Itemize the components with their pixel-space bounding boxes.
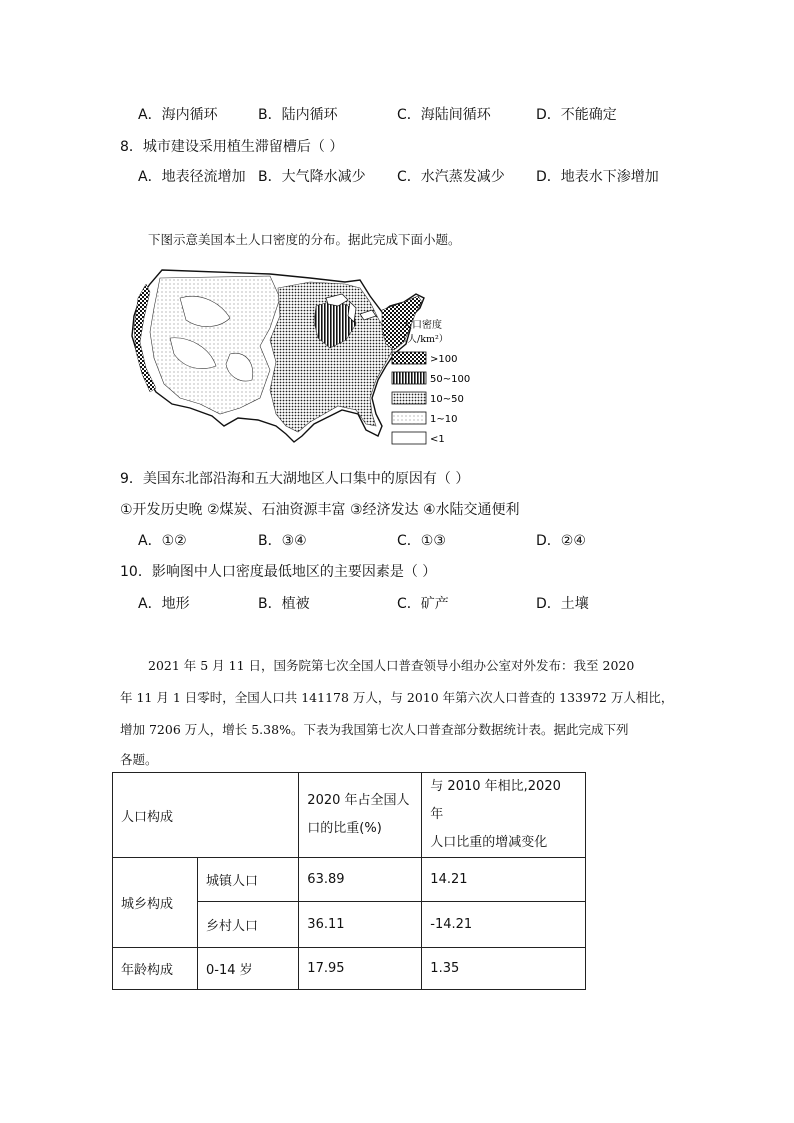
q8-stem: 8．城市建设采用植生滞留槽后（ ） [120,139,344,155]
row-value-age-change: 1.35 [422,948,586,990]
q10-stem: 10．影响图中人口密度最低地区的主要因素是（ ） [120,564,437,580]
q9-option-d: D．②④ [536,533,586,549]
row-value-urban-change: 14.21 [422,858,586,902]
legend-label-lt1: <1 [430,434,445,445]
table-row [113,948,586,990]
legend-title: 人口密度 [402,320,442,331]
row-label-age-0-14: 0-14 岁 [198,948,299,990]
row-value-rural-change: -14.21 [422,902,586,948]
q9-option-b: B．③④ [258,533,307,549]
q9-option-c: C．①③ [397,533,446,549]
header-change-vs-2010 [422,773,586,858]
map-intro: 下图示意美国本土人口密度的分布。据此完成下面小题。 [148,232,461,247]
group-age: 年龄构成 [113,948,198,990]
census-line-1: 2021 年 5 月 11 日，国务院第七次全国人口普查领导小组办公室对外发布：我至 2020 [148,658,635,673]
q8-option-d: D．地表水下渗增加 [536,169,659,185]
q10-option-b: B．植被 [258,596,310,612]
legend-swatch-1-10 [392,412,426,424]
q7-option-c: C．海陆间循环 [397,107,491,123]
legend-swatch-50-100 [392,372,426,384]
census-line-3: 增加 7206 万人，增长 5.38%。下表为我国第七次人口普查部分数据统计表。据此完成下列 [120,722,629,737]
legend-label-gt100: >100 [430,354,458,365]
legend-label-10-50: 10~50 [430,394,464,405]
row-value-rural-share: 36.11 [299,902,422,948]
q8-option-b: B．大气降水减少 [258,169,366,185]
legend-label-1-10: 1~10 [430,414,458,425]
q8-option-c: C．水汽蒸发减少 [397,169,505,185]
q10-option-a: A．地形 [138,596,190,612]
q9-choices: ①开发历史晚 ②煤炭、石油资源丰富 ③经济发达 ④水陆交通便利 [120,502,520,518]
header-2020-share-line1: 2020 年占全国人 [307,793,410,808]
q8-option-a: A．地表径流增加 [138,169,246,185]
q7-option-b: B．陆内循环 [258,107,338,123]
q9-option-a: A．①② [138,533,187,549]
q9-stem: 9．美国东北部沿海和五大湖地区人口集中的原因有（ ） [120,471,470,487]
row-label-urban: 城镇人口 [198,858,299,902]
q7-option-a: A．海内循环 [138,107,218,123]
q10-option-c: C．矿产 [397,596,449,612]
header-population-composition: 人口构成 [113,773,299,858]
row-value-age-share: 17.95 [299,948,422,990]
q7-option-d: D．不能确定 [536,107,617,123]
legend-label-50-100: 50~100 [430,374,471,385]
census-line-2: 年 11 月 1 日零时，全国人口共 141178 万人，与 2010 年第六次人口普查的 133972 万人相比， [120,690,674,705]
legend-swatch-gt100 [392,352,426,364]
census-line-4: 各题。 [120,752,158,767]
group-urban-rural: 城乡构成 [113,858,198,948]
legend-unit: （人/km²） [398,334,449,345]
row-value-urban-share: 63.89 [299,858,422,902]
census-table [112,772,586,990]
header-change-line2: 人口比重的增减变化 [430,835,548,850]
legend-swatch-10-50 [392,392,426,404]
usa-population-map [120,258,480,450]
q10-option-d: D．土壤 [536,596,589,612]
legend-swatch-lt1 [392,432,426,444]
table-header-row [113,773,586,858]
header-2020-share-line2: 口的比重(%) [307,821,382,836]
header-2020-share [299,773,422,858]
row-label-rural: 乡村人口 [198,902,299,948]
table-row [113,858,586,902]
header-change-line1: 与 2010 年相比,2020 年 [430,779,561,822]
